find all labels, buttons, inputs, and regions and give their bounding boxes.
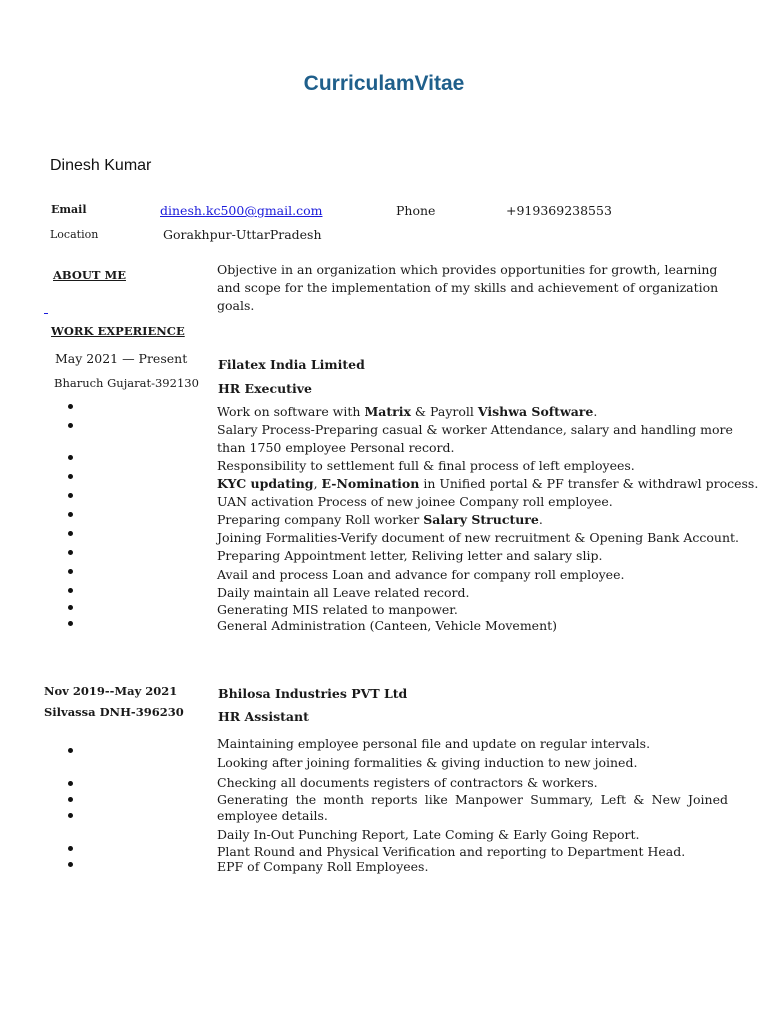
work-heading: WORK EXPERIENCE (51, 324, 185, 338)
job-dates: May 2021 — Present (55, 351, 188, 366)
duty-item: Maintaining employee personal file and update on regular intervals. (217, 736, 651, 751)
duty-item: Joining Formalities-Verify document of new recruitment & Opening Bank Account. (217, 530, 740, 545)
bullet (68, 588, 73, 593)
job-company: Filatex India Limited (218, 357, 365, 372)
duty-item: Generating MIS related to manpower. (217, 602, 458, 617)
bullet (68, 493, 73, 498)
job-dates: Nov 2019--May 2021 (44, 684, 178, 698)
phone-label: Phone (396, 203, 436, 218)
bullet (68, 455, 73, 460)
duty-item: Preparing company Roll worker Salary Structure. (217, 512, 543, 527)
bullet (68, 512, 73, 517)
bullet (68, 621, 73, 626)
duty-item: UAN activation Process of new joinee Company roll employee. (217, 494, 613, 509)
duty-item: Plant Round and Physical Verification and reporting to Department Head. (217, 844, 686, 859)
bullet (68, 862, 73, 867)
duty-item: Looking after joining formalities & giving induction to new joined. (217, 755, 638, 770)
duty-item: Checking all documents registers of contractors & workers. (217, 775, 598, 790)
person-name: Dinesh Kumar (50, 157, 152, 174)
duty-item: Generating the month reports like Manpower Summary, Left & New Joined employee details. (217, 792, 728, 823)
location-label: Location (50, 228, 99, 241)
job-role: HR Executive (218, 381, 312, 396)
duty-item: KYC updating, E-Nomination in Unified portal & PF transfer & withdrawl process. (217, 476, 759, 491)
duty-item: Responsibility to settlement full & final process of left employees. (217, 458, 635, 473)
about-text: Objective in an organization which provides opportunities for growth, learning and scope for the implementation of my skills and achievement of organization goals. (217, 262, 719, 313)
duty-item: Salary Process-Preparing casual & worker Attendance, salary and handling more (217, 422, 733, 437)
duty-item-continued: than 1750 employee Personal record. (217, 440, 455, 455)
about-heading: ABOUT ME (53, 268, 126, 282)
duty-item: Work on software with Matrix & Payroll Vishwa Software. (217, 404, 598, 419)
bullet (68, 797, 73, 802)
job-role: HR Assistant (218, 709, 309, 724)
duty-item: EPF of Company Roll Employees. (217, 859, 429, 874)
bullet (68, 423, 73, 428)
bullet (68, 605, 73, 610)
bullet (68, 550, 73, 555)
email-link[interactable]: dinesh.kc500@gmail.com (160, 203, 323, 218)
bullet (68, 404, 73, 409)
bullet (68, 474, 73, 479)
bullet (68, 531, 73, 536)
bullet (68, 569, 73, 574)
duty-item: Daily maintain all Leave related record. (217, 585, 470, 600)
location-value: Gorakhpur-UttarPradesh (163, 227, 322, 242)
duty-item: General Administration (Canteen, Vehicle Movement) (217, 618, 558, 633)
email-label: Email (51, 203, 87, 216)
bullet (68, 813, 73, 818)
bullet (68, 846, 73, 851)
bullet (68, 781, 73, 786)
document-title: CurriculamVitae (303, 72, 465, 95)
duty-item: Daily In-Out Punching Report, Late Coming & Early Going Report. (217, 827, 640, 842)
bullet (68, 748, 73, 753)
duty-item: Avail and process Loan and advance for company roll employee. (217, 567, 625, 582)
job-place: Silvassa DNH-396230 (44, 705, 184, 719)
divider-mark (44, 313, 48, 314)
duty-item: Preparing Appointment letter, Reliving letter and salary slip. (217, 548, 603, 563)
job-place: Bharuch Gujarat-392130 (54, 376, 199, 390)
job-company: Bhilosa Industries PVT Ltd (218, 686, 408, 701)
phone-value: +919369238553 (506, 203, 612, 218)
